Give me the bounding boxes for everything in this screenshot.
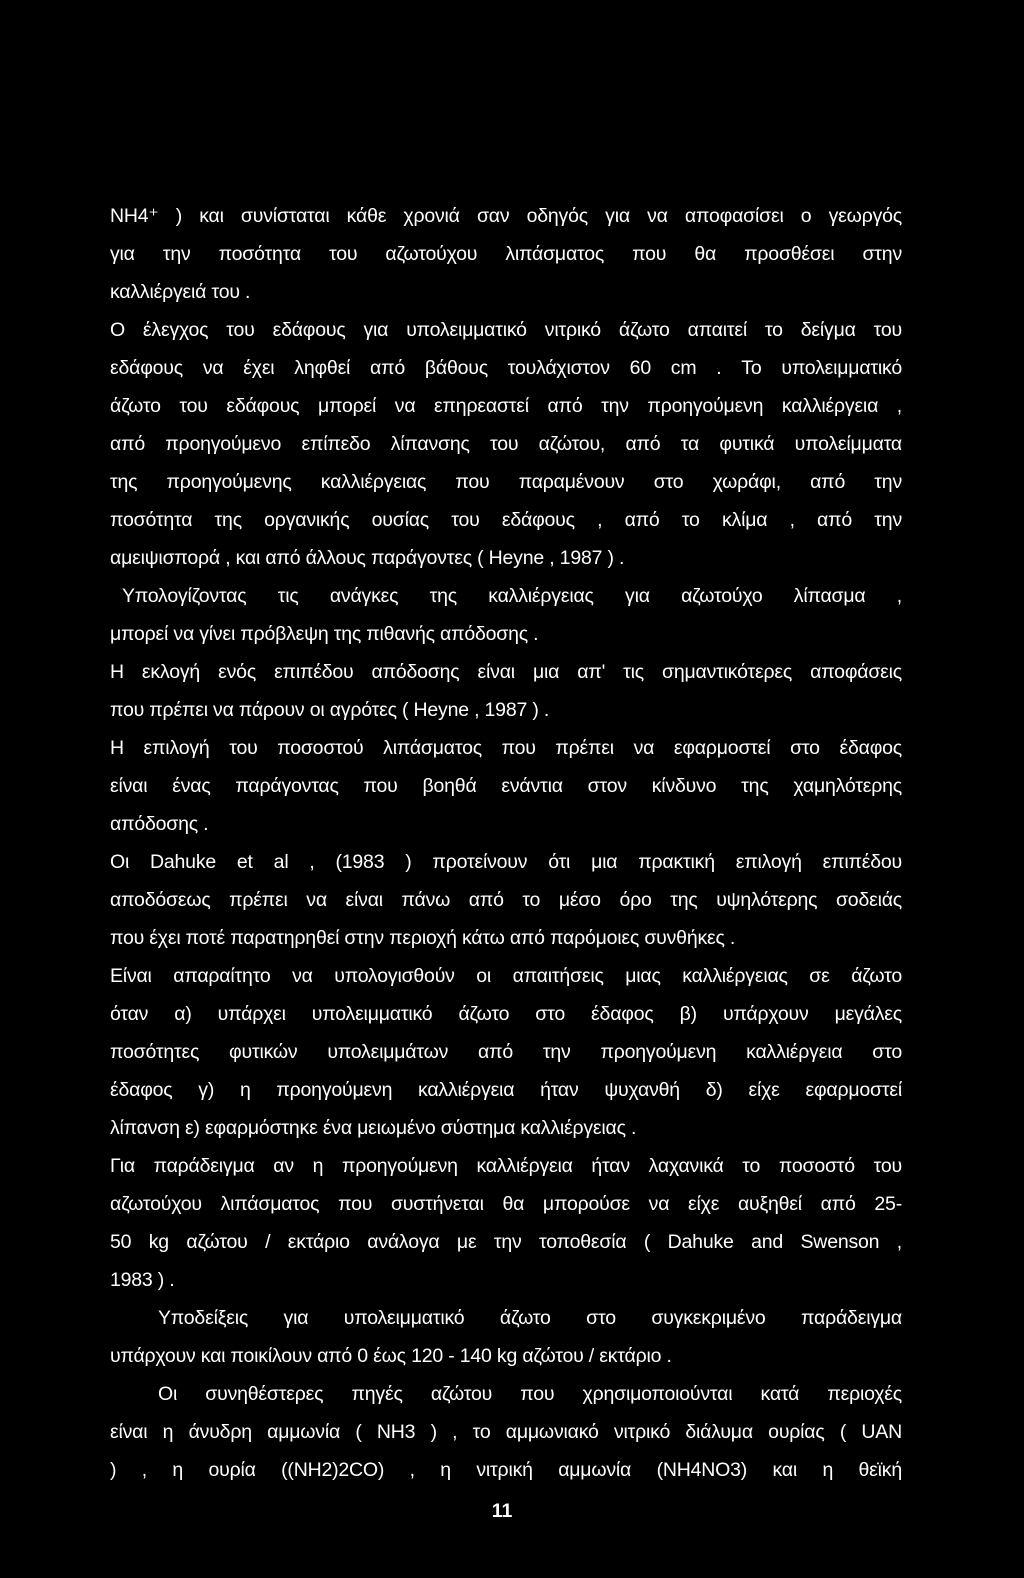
text-line: είναι ένας παράγοντας που βοηθά ενάντια στον κίνδυνο της χαμηλότερης	[110, 775, 902, 797]
text-line: ποσότητα της οργανικής ουσίας του εδάφους , από το κλίμα , από την	[110, 509, 902, 531]
text-line: ) , η ουρία ((NH2)2CO) , η νιτρική αμμωνία (NH4NO3) και η θεϊκή	[110, 1459, 902, 1481]
text-line: μπορεί να γίνει πρόβλεψη της πιθανής απόδοσης .	[110, 623, 539, 645]
text-line: είναι η άνυδρη αμμωνία ( NH3 ) , το αμμωνιακό νιτρικό διάλυμα ουρίας ( UAN	[110, 1421, 902, 1443]
text-line: για την ποσότητα του αζωτούχου λιπάσματος που θα προσθέσει στην	[110, 243, 902, 265]
text-line: άζωτο του εδάφους μπορεί να επηρεαστεί από την προηγούμενη καλλιέργεια ,	[110, 395, 902, 417]
text-line: όταν α) υπάρχει υπολειμματικό άζωτο στο έδαφος β) υπάρχουν μεγάλες	[110, 1003, 902, 1025]
text-line: εδάφους να έχει ληφθεί από βάθους τουλάχιστον 60 cm . Το υπολειμματικό	[110, 357, 902, 379]
text-line: αποδόσεως πρέπει να είναι πάνω από το μέσο όρο της υψηλότερης σοδειάς	[110, 889, 902, 911]
text-line: της προηγούμενης καλλιέργειας που παραμένουν στο χωράφι, από την	[110, 471, 902, 493]
text-line: Οι Dahuke et al , (1983 ) προτείνουν ότι μια πρακτική επιλογή επιπέδου	[110, 851, 902, 873]
text-line: αζωτούχου λιπάσματος που συστήνεται θα μπορούσε να είχε αυξηθεί από 25-	[110, 1193, 902, 1215]
text-line: που έχει ποτέ παρατηρηθεί στην περιοχή κάτω από παρόμοιες συνθήκες .	[110, 927, 736, 949]
text-line: Η επιλογή του ποσοστού λιπάσματος που πρέπει να εφαρμοστεί στο έδαφος	[110, 737, 902, 759]
text-line: Για παράδειγμα αν η προηγούμενη καλλιέργεια ήταν λαχανικά το ποσοστό του	[110, 1155, 902, 1177]
text-line: Ο έλεγχος του εδάφους για υπολειμματικό νιτρικό άζωτο απαιτεί το δείγμα του	[110, 319, 902, 341]
text-line: ποσότητες φυτικών υπολειμμάτων από την προηγούμενη καλλιέργεια στο	[110, 1041, 902, 1063]
text-line: Είναι απαραίτητο να υπολογισθούν οι απαιτήσεις μιας καλλιέργειας σε άζωτο	[110, 965, 902, 987]
text-line: 1983 ) .	[110, 1269, 175, 1291]
text-line: λίπανση ε) εφαρμόστηκε ένα μειωμένο σύστημα καλλιέργειας .	[110, 1117, 637, 1139]
text-line: έδαφος γ) η προηγούμενη καλλιέργεια ήταν ψυχανθή δ) είχε εφαρμοστεί	[110, 1079, 902, 1101]
page-number: 11	[491, 1500, 513, 1522]
text-line: Υπολογίζοντας τις ανάγκες της καλλιέργειας για αζωτούχο λίπασμα ,	[122, 585, 902, 607]
text-line: Υποδείξεις για υπολειμματικό άζωτο στο συγκεκριμένο παράδειγμα	[158, 1307, 902, 1329]
text-line: καλλιέργειά του .	[110, 281, 251, 303]
text-line: Η εκλογή ενός επιπέδου απόδοσης είναι μια απ' τις σημαντικότερες αποφάσεις	[110, 661, 902, 683]
text-line: Οι συνηθέστερες πηγές αζώτου που χρησιμοποιούνται κατά περιοχές	[158, 1383, 902, 1405]
text-line: από προηγούμενο επίπεδο λίπανσης του αζώτου, από τα φυτικά υπολείμματα	[110, 433, 902, 455]
text-line: υπάρχουν και ποικίλουν από 0 έως 120 - 140 kg αζώτου / εκτάριο .	[110, 1345, 672, 1367]
text-line: απόδοσης .	[110, 813, 209, 835]
text-line: NH4⁺ ) και συνίσταται κάθε χρονιά σαν οδηγός για να αποφασίσει ο γεωργός	[110, 205, 902, 227]
text-line: που πρέπει να πάρουν οι αγρότες ( Heyne , 1987 ) .	[110, 699, 550, 721]
text-line: 50 kg αζώτου / εκτάριο ανάλογα με την τοποθεσία ( Dahuke and Swenson ,	[110, 1231, 902, 1253]
text-line: αμειψισπορά , και από άλλους παράγοντες ( Heyne , 1987 ) .	[110, 547, 625, 569]
